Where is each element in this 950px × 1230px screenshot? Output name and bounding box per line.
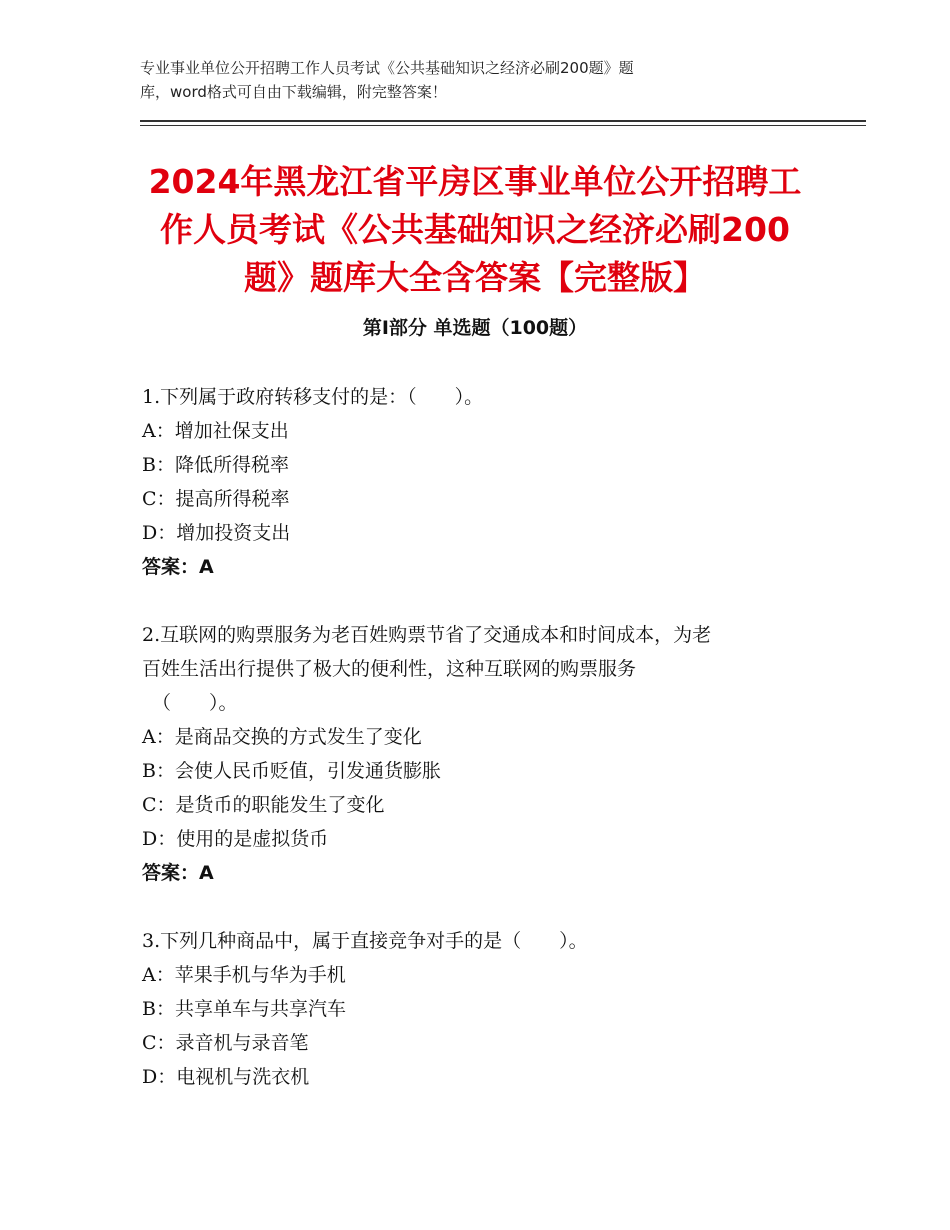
option-b: B：降低所得税率	[142, 454, 289, 476]
option-d: D：电视机与洗衣机	[142, 1066, 310, 1088]
question-1	[142, 380, 822, 584]
header-divider-thin	[140, 125, 866, 126]
option-d: D：增加投资支出	[142, 522, 291, 544]
title-line-3: 题》题库大全含答案【完整版】	[244, 258, 706, 297]
option-b: B：会使人民币贬值，引发通货膨胀	[142, 760, 441, 782]
option-c: C：是货币的职能发生了变化	[142, 794, 385, 816]
section-heading: 第Ⅰ部分 单选题（100题）	[362, 317, 588, 339]
option-c: C：提高所得税率	[142, 488, 290, 510]
header-divider	[140, 120, 866, 122]
question-3	[142, 924, 822, 1094]
option-d: D：使用的是虚拟货币	[142, 828, 329, 850]
option-a: A：增加社保支出	[142, 420, 289, 442]
question-stem: （ ）。	[152, 692, 238, 714]
option-a: A：苹果手机与华为手机	[142, 964, 346, 986]
title-line-1: 2024年黑龙江省平房区事业单位公开招聘工	[148, 162, 802, 201]
answer-label: 答案：A	[142, 862, 214, 884]
option-b: B：共享单车与共享汽车	[142, 998, 346, 1020]
answer-label: 答案：A	[142, 556, 214, 578]
document-title	[120, 158, 830, 302]
header-line-1: 专业事业单位公开招聘工作人员考试《公共基础知识之经济必刷200题》题	[140, 59, 634, 77]
option-c: C：录音机与录音笔	[142, 1032, 309, 1054]
title-line-2: 作人员考试《公共基础知识之经济必刷200	[160, 210, 790, 249]
question-stem: 2.互联网的购票服务为老百姓购票节省了交通成本和时间成本，为老	[142, 624, 712, 646]
question-2	[142, 618, 822, 890]
document-header	[140, 56, 780, 104]
question-stem: 百姓生活出行提供了极大的便利性，这种互联网的购票服务	[142, 658, 637, 680]
question-stem: 3.下列几种商品中，属于直接竞争对手的是（ ）。	[142, 930, 588, 952]
option-a: A：是商品交换的方式发生了变化	[142, 726, 422, 748]
header-line-2: 库，word格式可自由下载编辑，附完整答案！	[140, 83, 447, 101]
question-stem: 1.下列属于政府转移支付的是：（ ）。	[142, 386, 484, 408]
